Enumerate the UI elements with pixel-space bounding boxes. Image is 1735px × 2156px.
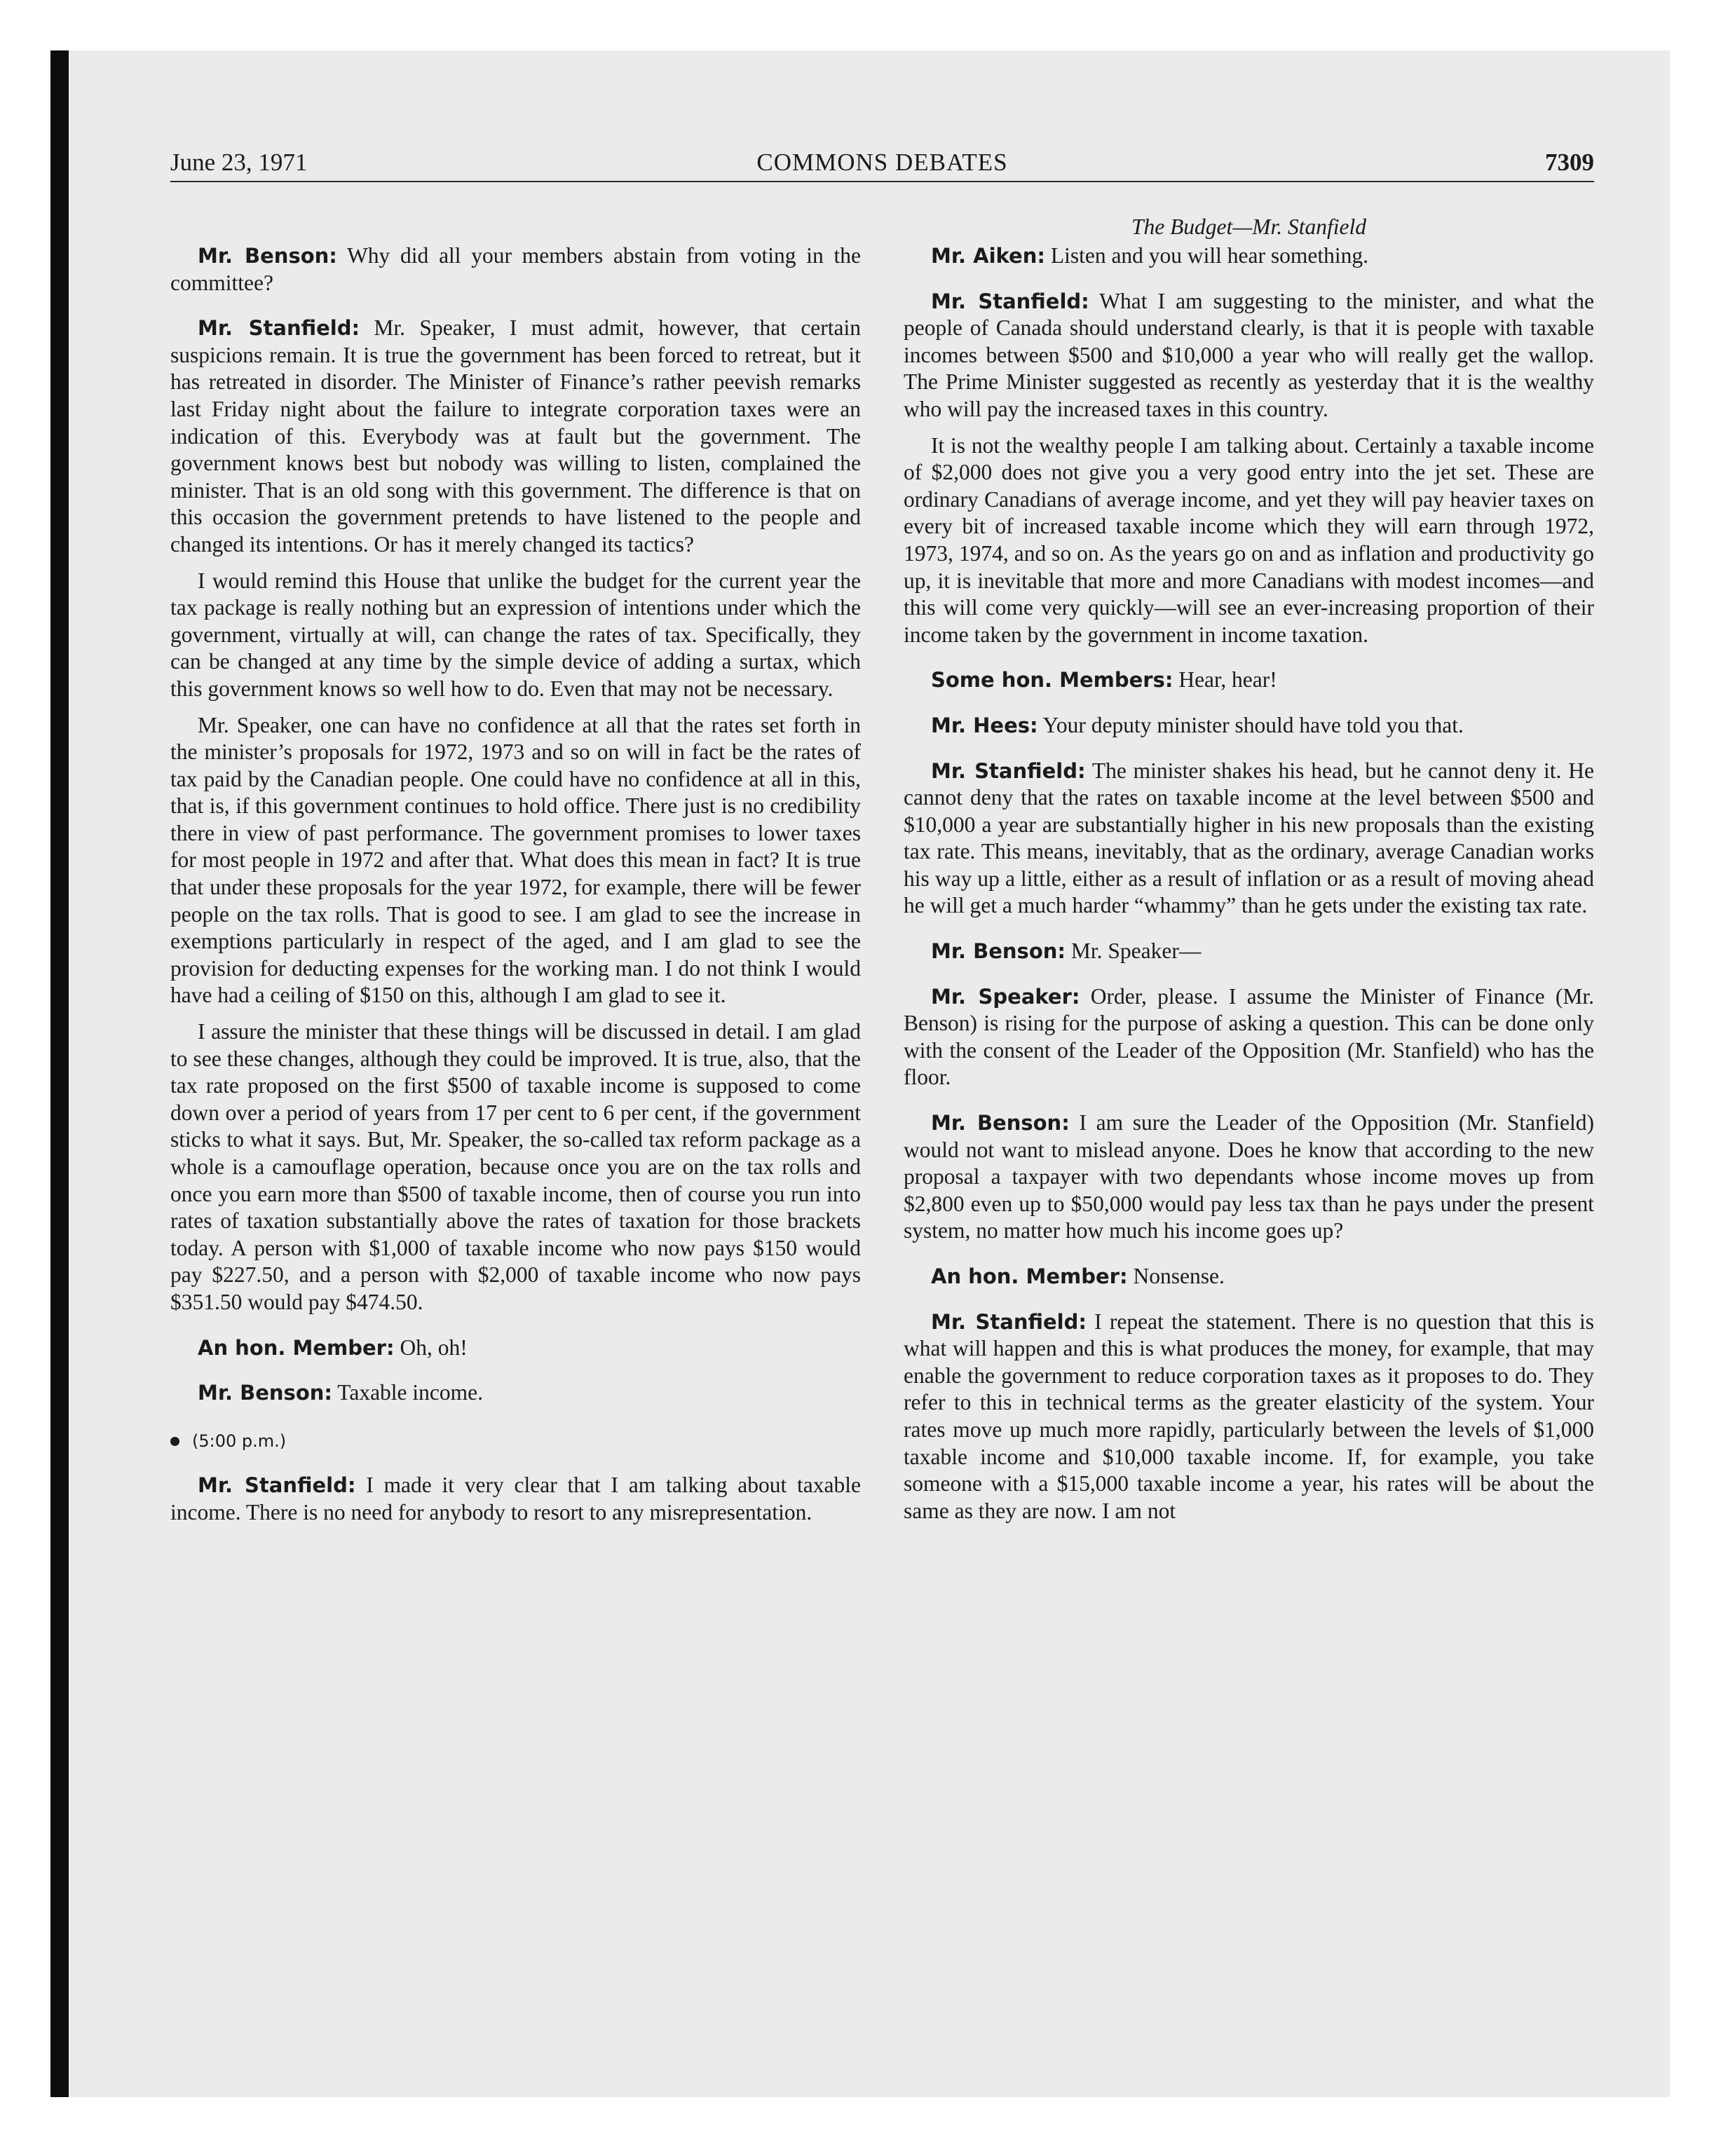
speaker-name: Mr. Stanfield: [198,316,360,341]
speaker-name: Mr. Benson: [198,244,337,268]
paragraph-text: Taxable income. [332,1380,483,1405]
paragraph [170,1472,861,1526]
paragraph-text: I am sure the Leader of the Opposition (Mr. Stanfield) would not want to mislead anyone. Does he know that according to the new proposal a taxpayer with two dependants whose income moves up from $2,800 even up to $50,000 would pay less tax than he pays under the present system, no matter how much his income goes up? [904,1110,1595,1243]
paragraph-text: The minister shakes his head, but he cannot deny it. He cannot deny that the rates on taxable income at the level between $500 and $10,000 a year are substantially higher in his new proposals than the existing tax rate. This means, inevitably, that as the ordinary, average Canadian works his way up a little, either as a result of inflation or as a result of moving ahead he will get a much harder “whammy” than he gets under the existing tax rate. [904,758,1594,918]
paragraph-text: Mr. Speaker, I must admit, however, that certain suspicions remain. It is true the government has been forced to retreat, but it has retreated in disorder. The Minister of Finance’s rather peevish remarks last Friday night about the failure to integrate corporation taxes were an indication of this. Everybody was at fault but the government. The government knows best but nobody was willing to listen, complained the minister. That is an old song with this government. The difference is that on this occasion the government pretends to have listened to the people and changed its intentions. Or has it merely changed its tactics? [170,315,862,557]
speaker-name: Mr. Stanfield: [931,289,1089,313]
paragraph [904,983,1594,1091]
paragraph [170,315,861,558]
paragraph-text: I made it very clear that I am talking about taxable income. There is no need for anybody to resort to any misrepresentation. [170,1473,861,1524]
time-marker [170,1428,861,1455]
speaker-name: An hon. Member: [931,1264,1128,1288]
paragraph [904,667,1594,694]
speaker-name: Mr. Speaker: [931,984,1080,1009]
paragraph-text: Oh, oh! [394,1335,468,1360]
speaker-name: Mr. Benson: [931,939,1066,964]
paragraph [904,432,1594,649]
paragraph-text: Why did all your members abstain from voting in the committee? [170,243,862,295]
paragraph-text: Hear, hear! [1173,667,1277,692]
time-marker-text: (5:00 p.m.) [192,1431,287,1451]
paragraph-text: I assure the minister that these things will be discussed in detail. I am glad to see these changes, although they could be improved. It is true, also, that the tax rate proposed on the first $500 of taxable income is supposed to come down over a period of years from 17 per cent to 6 per cent, if the government sticks to what it says. But, Mr. Speaker, the so-called tax reform package as a whole is a camouflage operation, because once you are on the tax rolls and once you earn more than $500 of taxable income, then of course you run into rates of taxation substantially above the rates of taxation for those brackets today. A person with $1,000 of taxable income who now pays $150 would pay $227.50, and a person with $2,000 of taxable income who now pays $351.50 would pay $474.50. [170,1019,861,1314]
header-rule [170,181,1594,182]
paragraph-text: Nonsense. [1127,1264,1225,1288]
paragraph-text: Order, please. I assume the Minister of Finance (Mr. Benson) is rising for the purpose of asking a question. This can be done only with the consent of the Leader of the Opposition (Mr. Stanfield) who has the floor. [904,983,1594,1090]
section-title: The Budget—Mr. Stanfield [1131,214,1367,239]
page-number: 7309 [1545,149,1594,176]
speaker-name: Mr. Hees: [931,713,1038,737]
paragraph [170,1335,861,1362]
paragraph [904,712,1594,739]
paragraph [904,758,1594,920]
paragraph [170,712,861,1010]
speaker-name: Mr. Aiken: [931,244,1045,268]
paragraph-text: I would remind this House that unlike the budget for the current year the tax package is really nothing but an expression of intentions under which the government, virtually at will, can change the rates of tax. Specifically, they can be changed at any time by the simple device of adding a surtax, which this government knows so well how to do. Even that may not be necessary. [170,568,861,701]
speaker-name: Mr. Stanfield: [198,1473,356,1498]
speaker-name: Mr. Stanfield: [931,1309,1087,1334]
page-header [170,149,1594,179]
paragraph [904,1309,1594,1525]
paragraph [170,1018,861,1316]
paragraph-text: Listen and you will hear something. [1045,243,1368,268]
paragraph [170,243,861,296]
paragraph [904,1263,1594,1290]
speaker-name: Mr. Benson: [931,1111,1070,1135]
speaker-name: Mr. Benson: [198,1381,332,1405]
right-column [904,243,1594,1534]
paragraph [904,938,1594,965]
paragraph [170,1379,861,1407]
running-title: COMMONS DEBATES [756,149,1008,176]
scan-edge [50,50,69,2097]
paragraph [904,1110,1594,1245]
paragraph [170,568,861,703]
left-column [170,243,861,1536]
speaker-name: Mr. Stanfield: [931,758,1086,783]
speaker-name: An hon. Member: [198,1335,395,1360]
paragraph-text: What I am suggesting to the minister, and what the people of Canada should understand clearly, is that it is people with taxable incomes between $500 and $10,000 a year who will really get the wallop. The Prime Minister suggested as recently as yesterday that it is the wealthy who will pay the increased taxes in this country. [904,288,1595,421]
bullet-icon [170,1437,179,1446]
header-date: June 23, 1971 [170,149,308,176]
paragraph-text: Your deputy minister should have told you that. [1037,712,1464,737]
paragraph [904,288,1594,423]
paragraph-text: Mr. Speaker, one can have no confidence at all that the rates set forth in the minister’s proposals for 1972, 1973 and so on will in fact be the rates of tax paid by the Canadian people. One could have no confidence at all in this, that is, if this government continues to hold office. There just is no credibility there in view of past performance. The government promises to lower taxes for most people in 1972 and after that. What does this mean in fact? It is true that under these proposals for the year 1972, for example, there will be fewer people on the tax rolls. That is good to see. I am glad to see the increase in exemptions particularly in respect of the aged, and I am glad to see the provision for deducting expenses for the working man. I do not think I would have had a ceiling of $150 on this, although I am glad to see it. [170,712,861,1008]
paragraph [904,243,1594,270]
paragraph-text: It is not the wealthy people I am talking about. Certainly a taxable income of $2,000 does not give you a very good entry into the jet set. These are ordinary Canadians of average income, and yet they will pay heavier taxes on every bit of increased taxable income which they will earn through 1972, 1973, 1974, and so on. As the years go on and as inflation and productivity go up, it is inevitable that more and more Canadians with modest incomes—and this will come very quickly—will see an ever-increasing proportion of their income taken by the government in income taxation. [904,432,1594,647]
speaker-name: Some hon. Members: [931,668,1173,692]
paragraph-text: I repeat the statement. There is no question that this is what will happen and this is what produces the money, for example, that may enable the government to reduce corporation taxes as it proposes to do. They refer to this in technical terms as the greater elasticity of the system. Your rates move up much more rapidly, particularly between the levels of $1,000 taxable income and $10,000 taxable income. If, for example, you take someone with a $15,000 taxable income a year, his rates will be about the same as they are now. I am not [904,1309,1594,1523]
paragraph-text: Mr. Speaker— [1065,939,1202,964]
